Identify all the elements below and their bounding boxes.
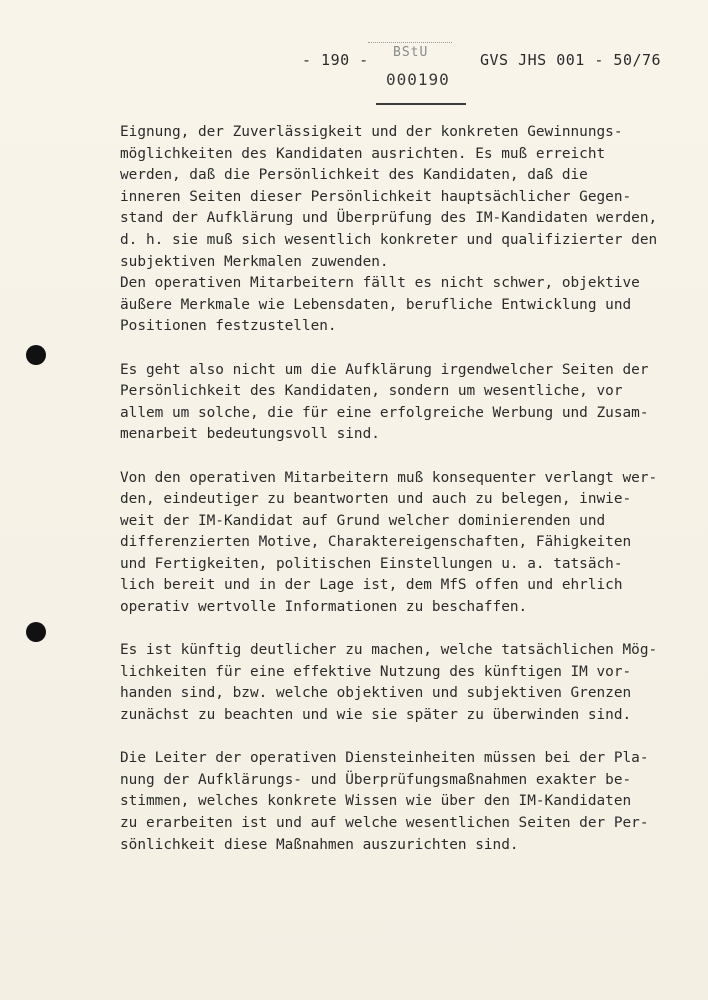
- archive-stamp-label: BStU: [393, 45, 429, 60]
- paragraph: Den operativen Mitarbeitern fällt es nicht schwer, objektive äußere Merkmale wie Lebensdaten, berufliche Entwicklung und Positionen festzustellen.: [120, 275, 640, 335]
- stamp-underline: [376, 103, 466, 105]
- punch-hole: [26, 345, 46, 365]
- sheet-number-stamp: 000190: [386, 70, 450, 89]
- body-text: [120, 122, 686, 878]
- paragraph: Die Leiter der operativen Diensteinheiten müssen bei der Pla- nung der Aufklärungs- und Überprüfungsmaßnahmen exakter be- stimmen, welches konkrete Wissen wie über den IM-Kandidaten zu erarbeiten ist und auf welche wesentlichen Seiten der Per- sönlichkeit diese Maßnahmen auszurichten sind.: [120, 750, 649, 853]
- document-reference: GVS JHS 001 - 50/76: [480, 51, 662, 69]
- paragraph: Von den operativen Mitarbeitern muß konsequenter verlangt wer- den, eindeutiger zu beantworten und auch zu belegen, inwie- weit der IM-Kandidat auf Grund welcher dominierenden und differenzierten Motive, Charaktereigenschaften, Fähigkeiten und Fertigkeiten, politischen Einstellungen u. a. tatsäch- lich bereit und in der Lage ist, dem MfS offen und ehrlich operativ wertvolle Informationen zu beschaffen.: [120, 469, 658, 616]
- paragraph: Es ist künftig deutlicher zu machen, welche tatsächlichen Mög- lichkeiten für eine effektive Nutzung des künftigen IM vor- handen sind, bzw. welche objektiven und subjektiven Grenzen zunächst zu beachten und wie sie später zu überwinden sind.: [120, 642, 658, 724]
- stamp-top-rule: [368, 42, 452, 43]
- punch-hole: [26, 622, 46, 642]
- page-number: - 190 -: [302, 51, 369, 69]
- paragraph: Eignung, der Zuverlässigkeit und der konkreten Gewinnungs- möglichkeiten des Kandidaten ausrichten. Es muß erreicht werden, daß die Persönlichkeit des Kandidaten, daß die inneren Seiten dieser Persönlichkeit hauptsächlicher Gegen- stand der Aufklärung und Überprüfung des IM-Kandidaten werden, d. h. sie muß sich wesentlich konkreter und qualifizierter den subjektiven Merkmalen zuwenden.: [120, 124, 658, 270]
- paragraph: Es geht also nicht um die Aufklärung irgendwelcher Seiten der Persönlichkeit des Kandidaten, sondern um wesentliche, vor allem um solche, die für eine erfolgreiche Werbung und Zusam- menarbeit bedeutungsvoll sind.: [120, 361, 649, 443]
